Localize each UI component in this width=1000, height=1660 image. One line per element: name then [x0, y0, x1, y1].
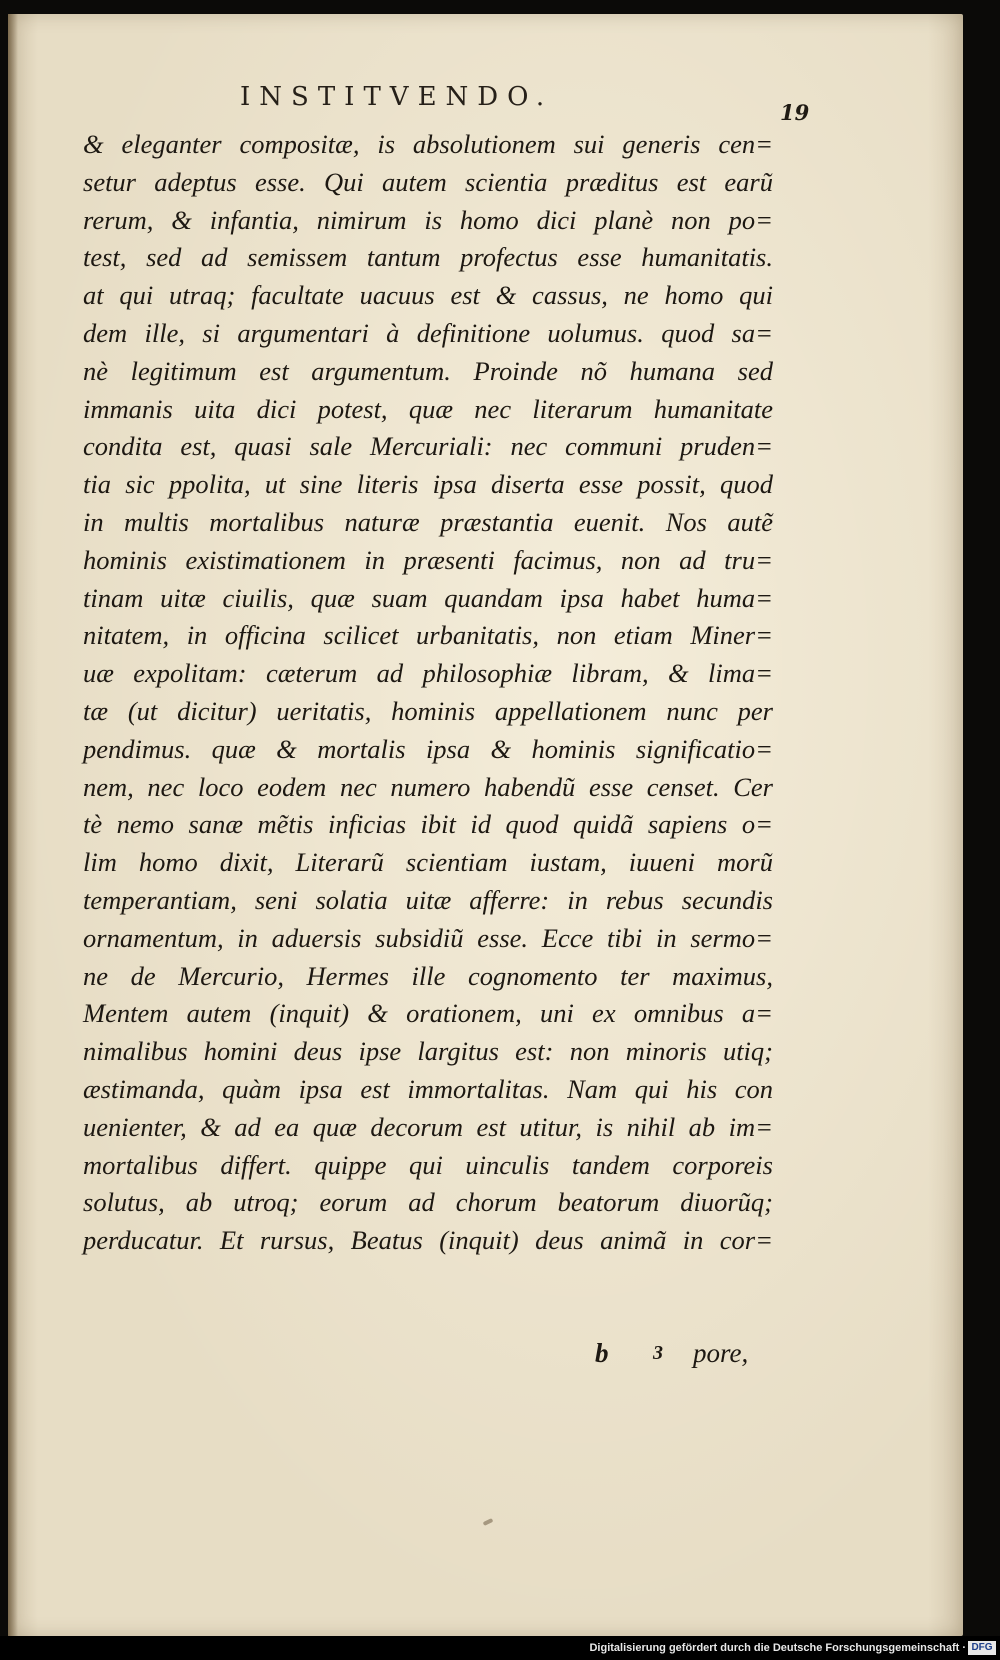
text-line: nitatem, in officina scilicet urbanitatis, non etiam Miner= — [83, 620, 773, 651]
page-gutter-shadow — [8, 14, 18, 1636]
text-line: dem ille, si argumentari à definitione uolumus. quod sa= — [83, 317, 773, 348]
text-line: solutus, ab utroq; eorum ad chorum beatorum diuorũq; — [83, 1187, 773, 1218]
signature-mark: b — [595, 1338, 609, 1368]
text-line: at qui utraq; facultate uacuus est & cassus, ne homo qui — [83, 280, 773, 311]
text-line: immanis uita dici potest, quæ nec literarum humanitate — [83, 393, 773, 424]
text-line: mortalibus differt. quippe qui uinculis tandem corporeis — [83, 1149, 773, 1180]
text-line: uenienter, & ad ea quæ decorum est utitur, is nihil ab im= — [83, 1111, 773, 1142]
text-line: hominis existimationem in præsenti facimus, non ad tru= — [83, 544, 773, 575]
signature-line — [83, 1338, 773, 1378]
text-line: pendimus. quæ & mortalis ipsa & hominis significatio= — [83, 733, 773, 764]
text-line: nè legitimum est argumentum. Proinde nõ humana sed — [83, 355, 773, 386]
text-line: & eleganter compositæ, is absolutionem sui generis cen= — [83, 129, 773, 159]
text-line: tè nemo sanæ mẽtis inficias ibit id quod quidã sapiens o= — [83, 809, 773, 840]
text-line: nem, nec loco eodem nec numero habendũ esse censet. Cer — [83, 771, 773, 802]
text-line: test, sed ad semissem tantum profectus esse humanitatis. — [83, 242, 773, 273]
text-line: uæ expolitam: cæterum ad philosophiæ libram, & lima= — [83, 658, 773, 689]
text-line: ornamentum, in aduersis subsidiũ esse. Ecce tibi in sermo= — [83, 922, 773, 953]
text-line: rerum, & infantia, nimirum is homo dici planè non po= — [83, 204, 773, 235]
text-line: tæ (ut dicitur) ueritatis, hominis appellationem nunc per — [83, 695, 773, 726]
text-line: nimalibus homini deus ipse largitus est: non minoris utiq; — [83, 1036, 773, 1067]
funding-note: Digitalisierung gefördert durch die Deutsche Forschungsgemeinschaft · — [589, 1642, 966, 1654]
text-line: lim homo dixit, Literarũ scientiam iustam, iuueni morũ — [83, 847, 773, 878]
dfg-logo-icon: DFG — [968, 1641, 996, 1655]
text-line: setur adeptus esse. Qui autem scientia præditus est earũ — [83, 166, 773, 197]
body-text — [83, 126, 773, 1260]
running-head: INSTITVENDO. — [240, 82, 554, 112]
text-line: condita est, quasi sale Mercuriali: nec communi pruden= — [83, 431, 773, 462]
signature-number: 3 — [653, 1342, 663, 1364]
folio-number: 19 — [780, 100, 810, 125]
text-line: Mentem autem (inquit) & orationem, uni ex omnibus a= — [83, 998, 773, 1029]
catchword: pore, — [693, 1338, 749, 1368]
text-line: æstimanda, quàm ipsa est immortalitas. Nam qui his con — [83, 1073, 773, 1104]
text-line: tia sic ppolita, ut sine literis ipsa diserta esse possit, quod — [83, 469, 773, 500]
text-line: tinam uitæ ciuilis, quæ suam quandam ipsa habet huma= — [83, 582, 773, 613]
text-line: temperantiam, seni solatia uitæ afferre: in rebus secundis — [83, 884, 773, 915]
text-line: ne de Mercurio, Hermes ille cognomento ter maximus, — [83, 960, 773, 991]
text-line: perducatur. Et rursus, Beatus (inquit) deus animã in cor= — [83, 1225, 773, 1256]
text-line: in multis mortalibus naturæ præstantia euenit. Nos autẽ — [83, 506, 773, 537]
